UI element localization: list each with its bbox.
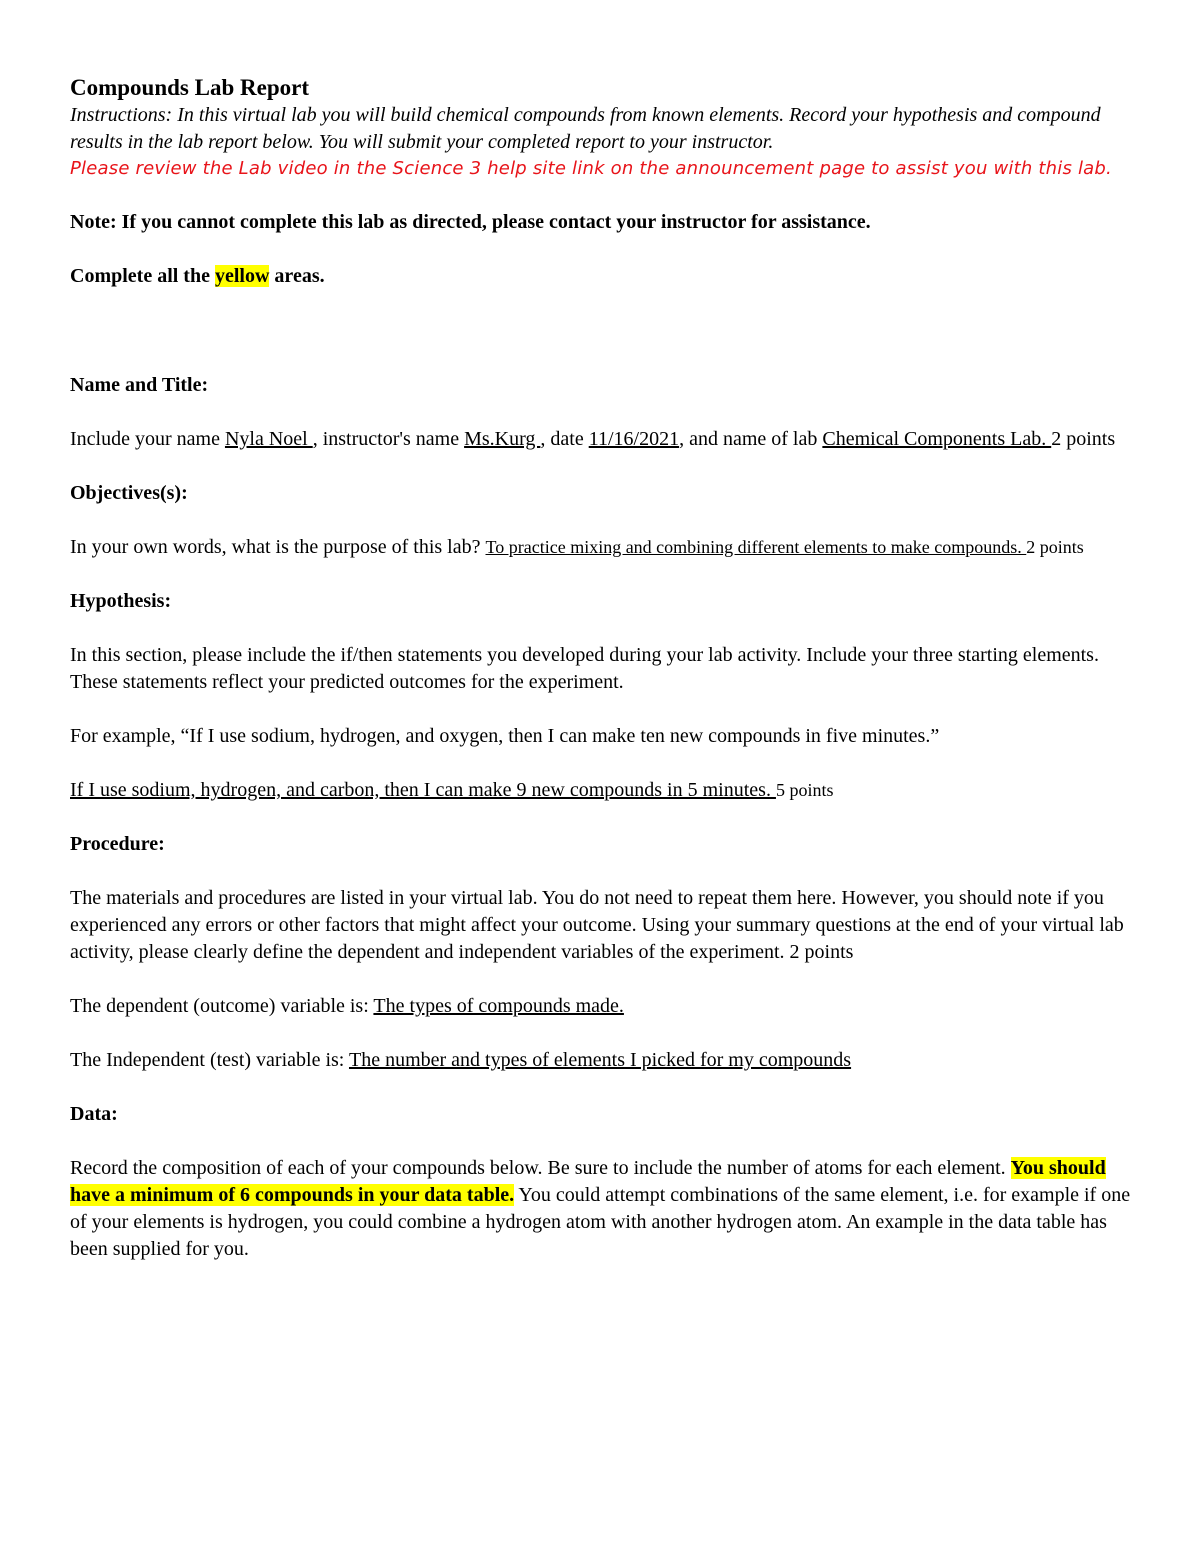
instructor-name-field[interactable]: Ms.Kurg xyxy=(464,428,541,450)
hypothesis-points: 5 points xyxy=(775,780,834,800)
note-text: Note: If you cannot complete this lab as directed, please contact your instructor for assistance. xyxy=(70,211,871,233)
complete-instruction xyxy=(70,263,1135,290)
independent-variable-label: The Independent (test) variable is: xyxy=(70,1049,349,1071)
data-text-intro: Record the composition of each of your compounds below. Be sure to include the number of atoms for each element. xyxy=(70,1157,1011,1179)
independent-variable-line xyxy=(70,1047,1135,1074)
name-title-heading: Name and Title: xyxy=(70,374,209,396)
date-prompt: , date xyxy=(540,428,589,450)
name-prompt: Include your name xyxy=(70,428,225,450)
instructor-prompt: , instructor's name xyxy=(312,428,465,450)
hypothesis-answer-field[interactable]: If I use sodium, hydrogen, and carbon, then I can make 9 new compounds in 5 minutes. xyxy=(70,779,776,801)
complete-text-after: areas. xyxy=(269,265,325,287)
page-title: Compounds Lab Report xyxy=(70,75,309,100)
data-text xyxy=(70,1155,1135,1263)
review-note: Please review the Lab video in the Science 3 help site link on the announcement page to assist you with this lab. xyxy=(70,158,1112,179)
lab-name-field[interactable]: Chemical Components Lab. xyxy=(822,428,1052,450)
document-body xyxy=(70,74,1135,1263)
hypothesis-heading: Hypothesis: xyxy=(70,590,172,612)
yellow-highlight: yellow xyxy=(214,265,270,287)
objectives-question: In your own words, what is the purpose of this lab? xyxy=(70,536,486,558)
independent-variable-field[interactable]: The number and types of elements I picked for my compounds xyxy=(348,1049,852,1071)
student-name-field[interactable]: Nyla Noel xyxy=(224,428,313,450)
lab-name-prompt: , and name of lab xyxy=(679,428,823,450)
dependent-variable-label: The dependent (outcome) variable is: xyxy=(70,995,374,1017)
complete-text-before: Complete all the xyxy=(70,265,215,287)
data-highlight: You should have a minimum of 6 compounds in your data table. xyxy=(70,1157,1106,1206)
hypothesis-example: For example, “If I use sodium, hydrogen, and oxygen, then I can make ten new compounds in five minutes.” xyxy=(70,725,940,747)
objectives-heading: Objectives(s): xyxy=(70,482,188,504)
hypothesis-answer-line xyxy=(70,777,1135,804)
data-text-rest: You could attempt combinations of the same element, i.e. for example if one of your elements is hydrogen, you could combine a hydrogen atom with another hydrogen atom. An example in the data table has been supplied for you. xyxy=(70,1184,1131,1260)
dependent-variable-line xyxy=(70,993,1135,1020)
name-title-points: 2 points xyxy=(1051,428,1116,450)
objectives-points: 2 points xyxy=(1026,537,1084,557)
procedure-heading: Procedure: xyxy=(70,833,165,855)
procedure-text: The materials and procedures are listed in your virtual lab. You do not need to repeat them here. However, you should note if you experienced any errors or other factors that might affect your outcome. Using your summary questions at the end of your virtual lab activity, please clearly define the dependent and independent variables of the experiment. 2 points xyxy=(70,887,1124,963)
objectives-answer-field[interactable]: To practice mixing and combining different elements to make compounds. xyxy=(485,537,1027,557)
date-field[interactable]: 11/16/2021 xyxy=(588,428,680,450)
data-heading: Data: xyxy=(70,1103,118,1125)
dependent-variable-field[interactable]: The types of compounds made. xyxy=(373,995,624,1017)
objectives-line xyxy=(70,534,1135,561)
name-title-line xyxy=(70,426,1135,453)
instructions-text: Instructions: In this virtual lab you will build chemical compounds from known elements. Record your hypothesis and compound results in the lab report below. You will submit your completed report to your instructor. xyxy=(70,104,1101,153)
hypothesis-text: In this section, please include the if/then statements you developed during your lab activity. Include your three starting elements. These statements reflect your predicted outcomes for the experiment. xyxy=(70,644,1099,693)
